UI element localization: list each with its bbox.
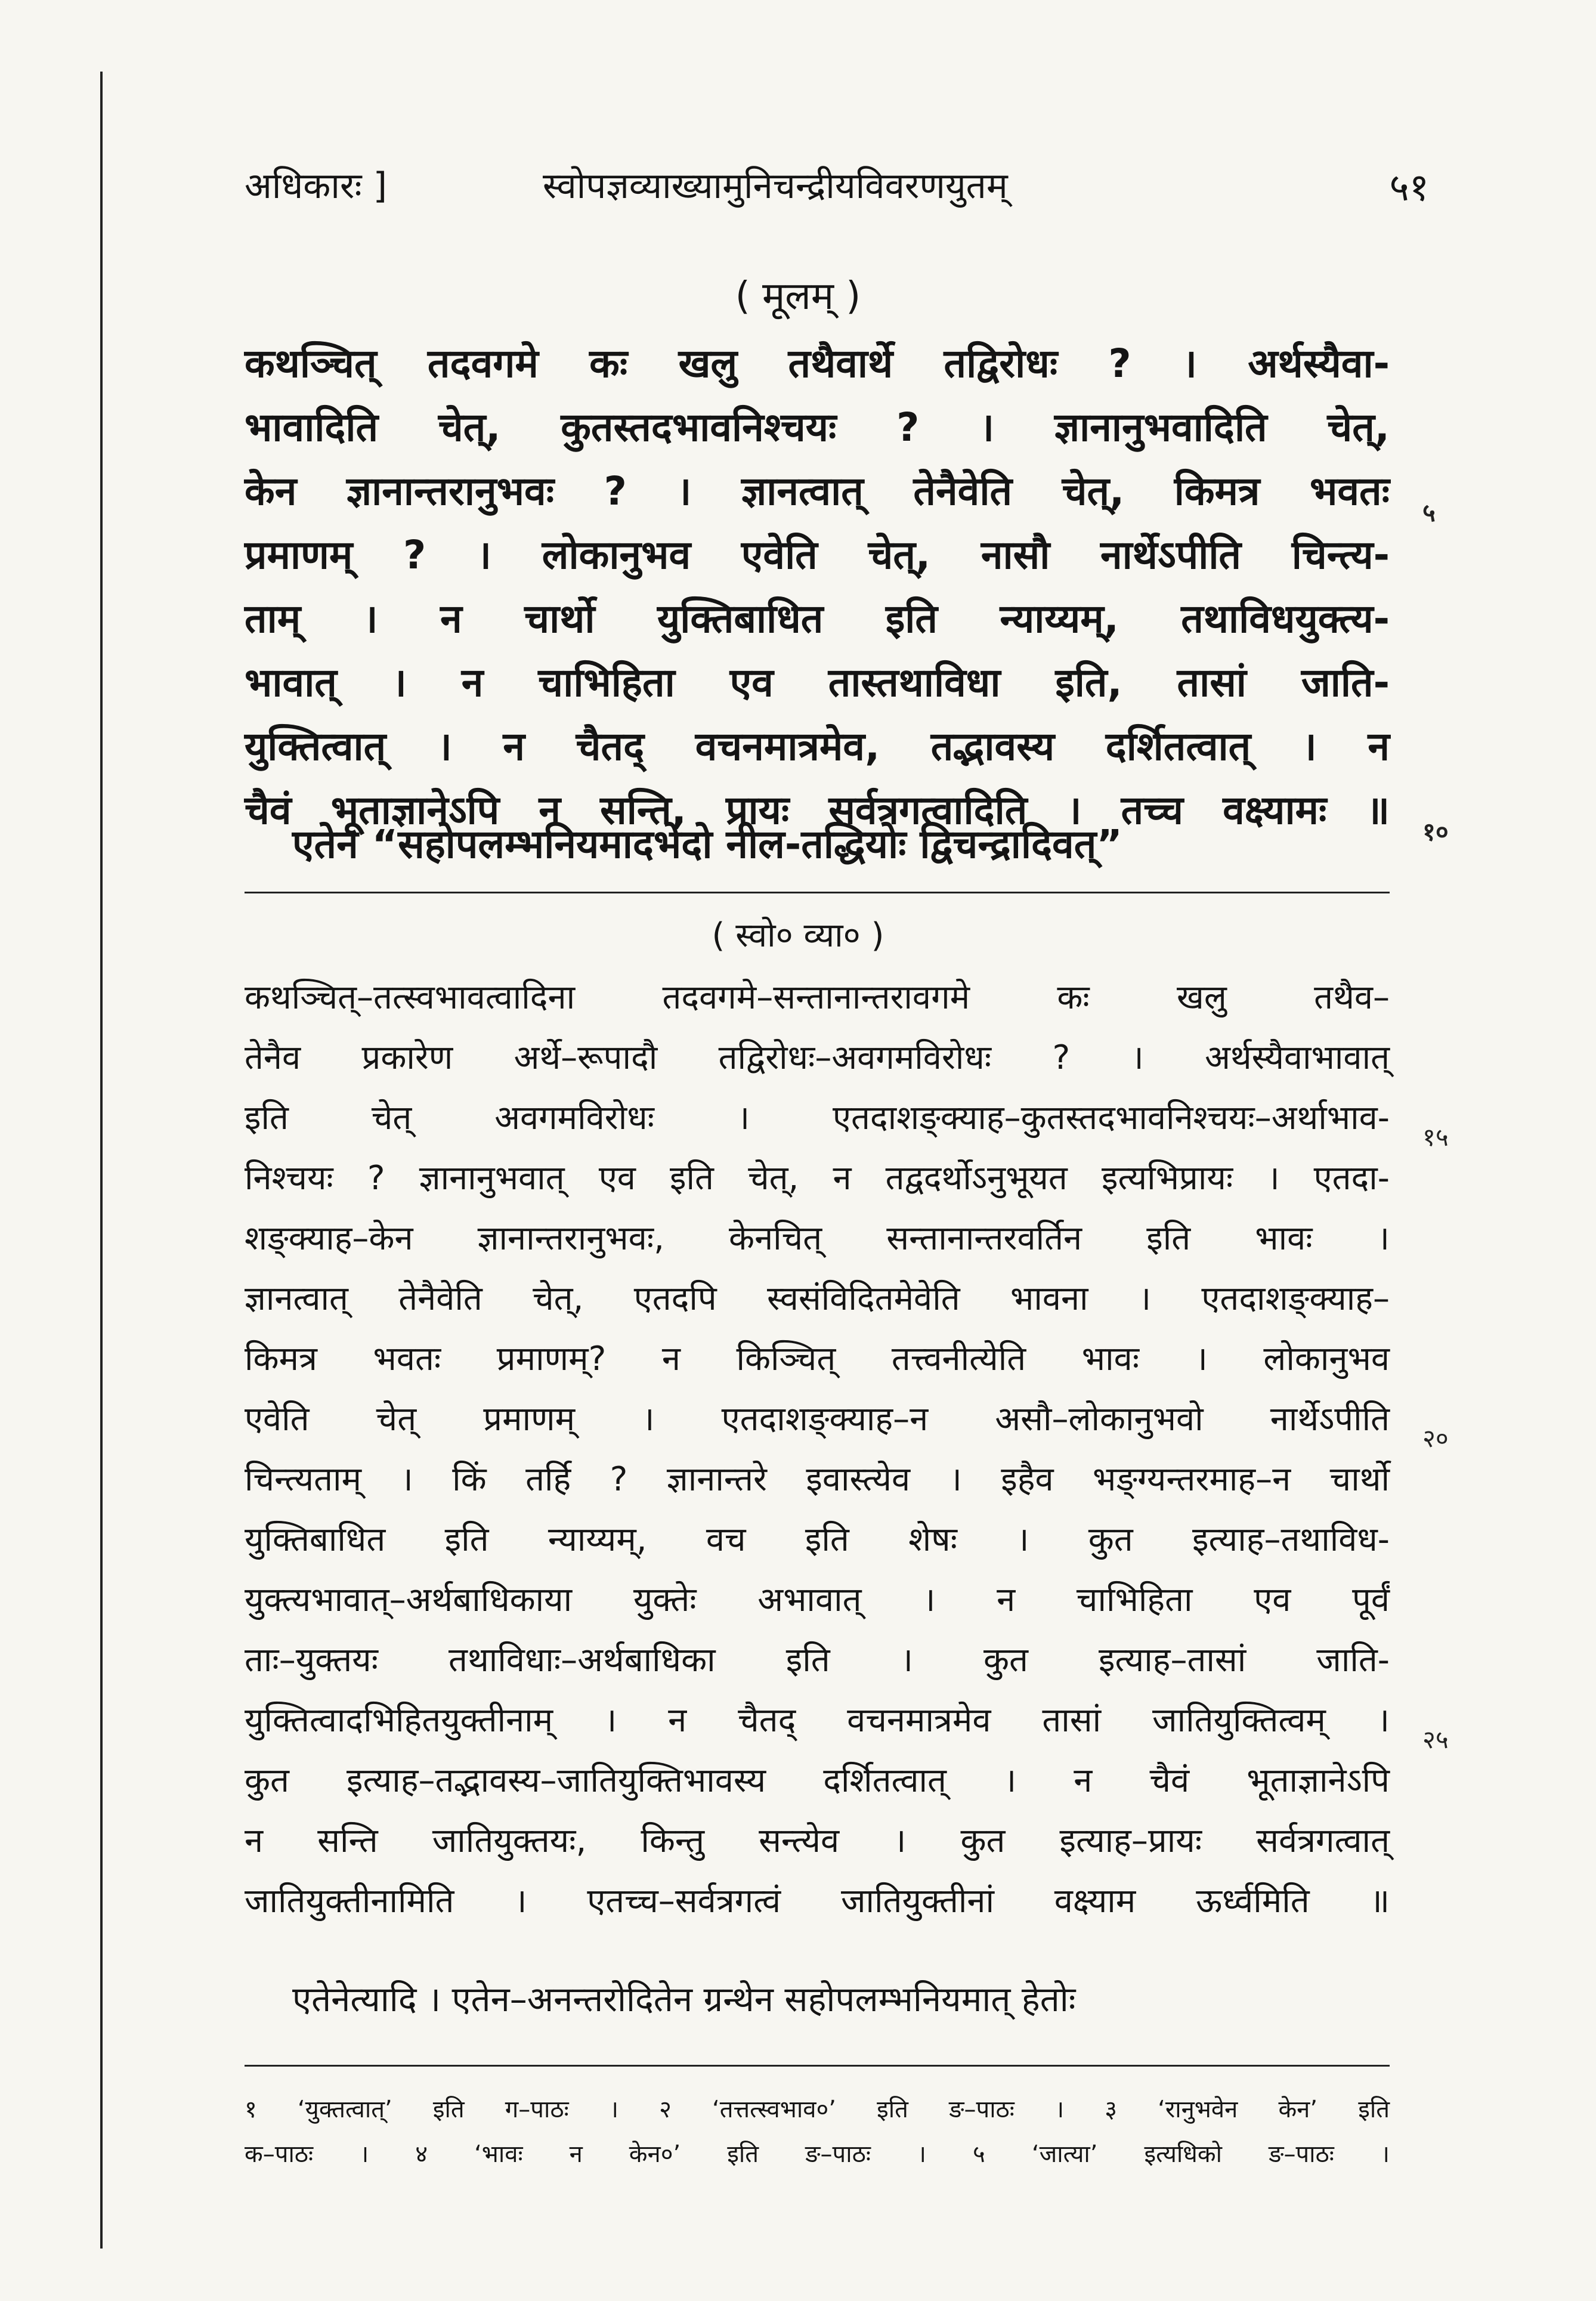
vyakhya-line — [245, 1813, 1390, 1873]
section-divider — [245, 892, 1390, 893]
vyakhya-line-text: ताः–युक्तयः तथाविधाः–अर्थबाधिका इति । कुत इत्याह–तासां जाति- — [245, 1641, 1390, 1680]
vyakhya-line-text: युक्तित्वादभिहितयुक्तीनाम् । न चैतद् वचनमात्रमेव तासां जातियुक्तित्वम् । — [245, 1701, 1390, 1740]
vyakhya-line-text: निश्चयः ? ज्ञानानुभवात् एव इति चेत्, न तद्वदर्थोऽनुभूयत इत्यभिप्रायः । एतदा- — [245, 1159, 1390, 1198]
vyakhya-line — [245, 1511, 1390, 1572]
vyakhya-line — [245, 1752, 1390, 1813]
line-number: १० — [1422, 817, 1449, 846]
line-number: २५ — [1422, 1725, 1449, 1754]
vyakhya-line-text: कुत इत्याह–तद्भावस्य–जातियुक्तिभावस्य दर्शितत्वात् । न चैवं भूताज्ञानेऽपि — [245, 1761, 1390, 1800]
vyakhya-heading: ( स्वो० व्या० ) — [712, 916, 884, 955]
vyakhya-line — [245, 1572, 1390, 1632]
footnotes-block — [245, 2087, 1390, 2177]
mula-line-text: चैवं भूताज्ञानेऽपि न सन्ति, प्रायः सर्वत्रगत्वादिति । तच्च वक्ष्यामः ॥ — [245, 787, 1390, 833]
vyakhya-line-text: न सन्ति जातियुक्तयः, किन्तु सन्त्येव । कुत इत्याह–प्रायः सर्वत्रगत्वात् — [245, 1821, 1390, 1860]
line-number: १५ — [1422, 1122, 1449, 1152]
vyakhya-line-text: इति चेत् अवगमविरोधः । एतदाशङ्क्याह–कुतस्तदभावनिश्चयः–अर्थाभाव- — [245, 1099, 1390, 1137]
binding-margin-line — [100, 72, 103, 2249]
footnote-divider — [245, 2065, 1390, 2067]
vyakhya-line-text: युक्त्यभावात्–अर्थबाधिकाया युक्तेः अभावात् । न चाभिहिता एव पूर्वं — [245, 1581, 1390, 1619]
vyakhya-line — [245, 1692, 1449, 1754]
mula-line-text: प्रमाणम् ? । लोकानुभव एवेति चेत्, नासौ नार्थेऽपीति चिन्त्य- — [245, 532, 1390, 578]
vyakhya-line-text: शङ्क्याह–केन ज्ञानान्तरानुभवः, केनचित् सन्तानान्तरवर्तिन इति भावः । — [245, 1219, 1390, 1258]
vyakhya-line-text: कथञ्चित्–तत्स्वभावत्वादिना तदवगमे–सन्तानान्तरावगमे कः खलु तथैव– — [245, 978, 1390, 1017]
mula-line-text: कथञ्चित् तदवगमे कः खलु तथैवार्थे तद्विरोधः ? । अर्थस्यैवा- — [245, 341, 1390, 386]
vyakhya-line-text: तेनैव प्रकारेण अर्थे–रूपादौ तद्विरोधः–अवगमविरोधः ? । अर्थस्यैवाभावात् — [245, 1038, 1390, 1077]
mula-line — [245, 334, 1390, 398]
vyakhya-line-text: किमत्र भवतः प्रमाणम्? न किञ्चित् तत्त्वनीत्येति भावः । लोकानुभव — [245, 1340, 1390, 1378]
vyakhya-text-block — [245, 969, 1449, 1933]
vyakhya-line — [245, 969, 1390, 1029]
footnote-line: १ ‘युक्तत्वात्’ इति ग–पाठः । २ ‘तत्तत्स्वभाव०’ इति ङ–पाठः । ३ ‘रानुभवेन केन’ इति — [245, 2096, 1390, 2123]
vyakhya-line — [245, 1270, 1390, 1331]
page-number: ५१ — [1389, 166, 1429, 210]
mula-line — [245, 653, 1390, 717]
mula-line-text: भावादिति चेत्, कुतस्तदभावनिश्चयः ? । ज्ञानानुभवादिति चेत्, — [245, 404, 1390, 450]
closing-commentary-line: एतेनेत्यादि । एतेन–अनन्तरोदितेन ग्रन्थेन सहोपलम्भनियमात् हेतोः — [292, 1979, 1076, 2019]
vyakhya-line-text: युक्तिबाधित इति न्याय्यम्, वच इति शेषः । कुत इत्याह–तथाविध- — [245, 1520, 1390, 1559]
vyakhya-line-text: जातियुक्तीनामिति । एतच्च–सर्वत्रगत्वं जातियुक्तीनां वक्ष्याम ऊर्ध्वमिति ॥ — [245, 1882, 1390, 1920]
vyakhya-line — [245, 1029, 1390, 1090]
line-number: २० — [1422, 1424, 1449, 1453]
mula-text-block — [245, 334, 1449, 846]
mula-line — [245, 717, 1390, 781]
header-section-label: अधिकारः ] — [245, 165, 388, 207]
header-book-title: स्वोपज्ञव्याख्यामुनिचन्द्रीयविवरणयुतम् — [543, 165, 1008, 207]
line-number: ५ — [1422, 498, 1436, 527]
mula-line-text: युक्तित्वात् । न चैतद् वचनमात्रमेव, तद्भावस्य दर्शितत्वात् । न — [245, 723, 1390, 769]
vyakhya-line — [245, 1632, 1390, 1692]
mula-line-text: भावात् । न चाभिहिता एव तास्तथाविधा इति, तासां जाति- — [245, 660, 1390, 706]
mula-line — [245, 462, 1436, 527]
vyakhya-line — [245, 1150, 1390, 1210]
vyakhya-line — [245, 1873, 1390, 1933]
mula-line — [245, 589, 1390, 653]
mula-line-text: केन ज्ञानान्तरानुभवः ? । ज्ञानत्वात् तेनैवेति चेत्, किमत्र भवतः — [245, 468, 1390, 514]
vyakhya-line-text: चिन्त्यताम् । किं तर्हि ? ज्ञानान्तरे इवास्त्येव । इहैव भङ्ग्यन्तरमाह–न चार्थो — [245, 1460, 1390, 1499]
vyakhya-line-text: ज्ञानत्वात् तेनैवेति चेत्, एतदपि स्वसंविदितमेवेति भावना । एतदाशङ्क्याह– — [245, 1279, 1390, 1318]
running-header — [245, 160, 1429, 219]
vyakhya-line — [245, 1451, 1390, 1511]
vyakhya-line — [245, 1331, 1390, 1391]
vyakhya-line — [245, 1391, 1449, 1453]
mula-line-text: ताम् । न चार्थो युक्तिबाधित इति न्याय्यम्, तथाविधयुक्त्य- — [245, 596, 1390, 642]
vyakhya-line-text: एवेति चेत् प्रमाणम् । एतदाशङ्क्याह–न असौ–लोकानुभवो नार्थेऽपीति — [245, 1400, 1390, 1439]
mula-line — [245, 525, 1390, 589]
vyakhya-line — [245, 1090, 1449, 1152]
mula-heading: ( मूलम् ) — [735, 274, 861, 318]
eten-sutra-line: एतेन “सहोपलम्भनियमादभेदो नील-तद्धियोः द्विचन्द्रादिवत्” — [292, 821, 1122, 867]
vyakhya-line — [245, 1210, 1390, 1270]
footnote-line: क–पाठः । ४ ‘भावः न केन०’ इति ङ–पाठः । ५ ‘जात्या’ इत्यधिको ङ–पाठः । — [245, 2141, 1390, 2168]
mula-line — [245, 398, 1390, 462]
